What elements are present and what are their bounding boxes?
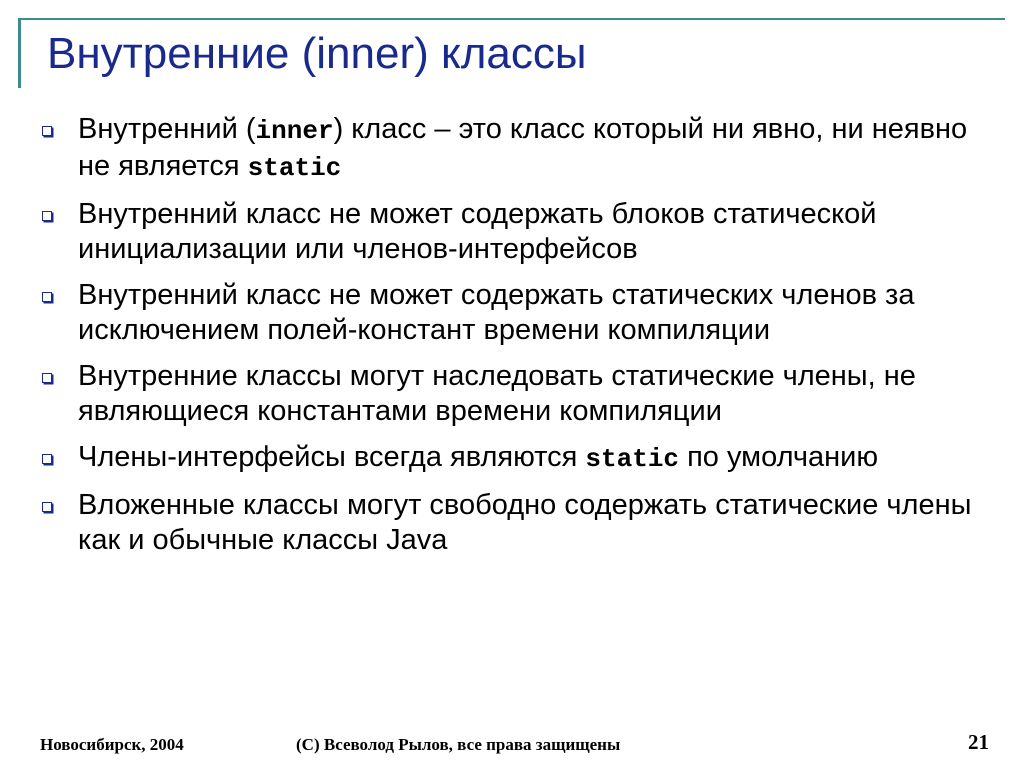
bullet-item (40, 197, 1000, 267)
bullet-item (40, 440, 1000, 477)
bullet-text-segment: Внутренний ( (78, 113, 256, 145)
code-keyword: static (247, 153, 342, 183)
bullet-text (78, 279, 914, 346)
bullet-item (40, 112, 1000, 186)
bullet-item (40, 488, 1000, 558)
bullet-text-segment: Члены-интерфейсы всегда являются (78, 441, 586, 473)
square-bullet-icon (42, 502, 52, 512)
bullet-text-segment: Внутренний класс не может содержать статических членов за исключением полей-констант времени компиляции (78, 279, 915, 346)
bullet-text-segment: ) класс – это класс который ни явно, ни неявно не является (78, 113, 968, 182)
bullet-text (78, 489, 971, 556)
bullet-text-segment: Внутренние классы могут наследовать статические члены, не являющиеся константами времени компиляции (78, 360, 916, 427)
code-keyword: static (585, 444, 680, 474)
bullet-item (40, 278, 1000, 348)
title-frame-top-line (18, 18, 1005, 20)
bullet-text-segment: Внутренний класс не может содержать блоков статической инициализации или членов-интерфейсов (78, 198, 877, 265)
bullet-text (78, 360, 916, 427)
bullet-text-segment: по умолчанию (679, 441, 879, 473)
square-bullet-icon (42, 211, 52, 221)
bullet-text (78, 113, 967, 182)
square-bullet-icon (42, 126, 52, 136)
code-keyword: inner (255, 116, 334, 146)
square-bullet-icon (42, 373, 52, 383)
bullet-text (78, 198, 876, 265)
slide-title: Внутренние (inner) классы (47, 29, 587, 78)
title-frame-left-line (18, 18, 21, 88)
bullet-list (40, 112, 1000, 569)
square-bullet-icon (42, 292, 52, 302)
bullet-item (40, 359, 1000, 429)
page-number: 21 (968, 730, 989, 754)
bullet-text (78, 441, 878, 473)
footer-copyright: (С) Всеволод Рылов, все права защищены (296, 735, 621, 754)
square-bullet-icon (42, 454, 52, 464)
footer-location-year: Новосибирск, 2004 (40, 735, 184, 754)
bullet-text-segment: Вложенные классы могут свободно содержать статические члены как и обычные классы Java (78, 489, 972, 556)
